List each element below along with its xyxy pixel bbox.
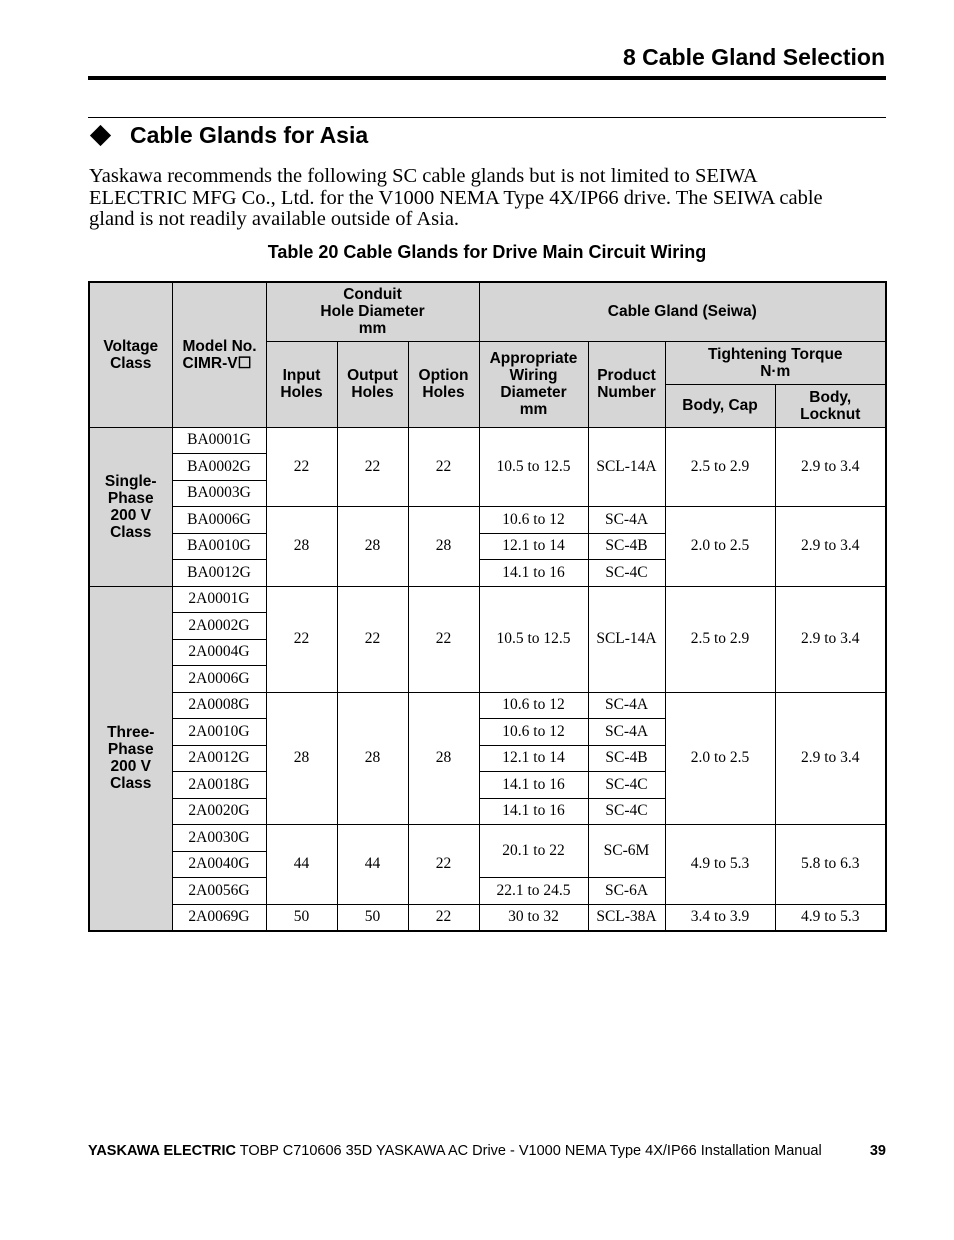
footer-brand: YASKAWA ELECTRIC <box>88 1143 236 1159</box>
page-number: 39 <box>869 1143 886 1159</box>
body-locknut-cell: 2.9 to 3.4 <box>775 507 886 587</box>
model-cell: BA0001G <box>172 427 266 454</box>
cable-gland-table <box>88 281 887 932</box>
model-cell: 2A0008G <box>172 692 266 719</box>
subsection-heading-text: Cable Glands for Asia <box>130 122 369 148</box>
model-cell: 2A0012G <box>172 745 266 772</box>
input-holes-cell: 22 <box>266 586 337 692</box>
table-row <box>89 825 886 852</box>
input-holes-cell: 28 <box>266 692 337 825</box>
header-tightening-torque: Tightening Torque N·m <box>665 341 886 384</box>
page-footer <box>88 1143 886 1159</box>
class-single-phase: Single- Phase 200 V Class <box>89 427 172 586</box>
product-number-cell: SC-6M <box>588 825 665 878</box>
intro-line: gland is not readily available outside of Asia. <box>89 208 460 230</box>
diamond-bullet-icon <box>90 125 111 146</box>
header-rule <box>88 76 886 80</box>
wiring-diameter-cell: 10.6 to 12 <box>479 719 588 746</box>
table-row <box>89 427 886 454</box>
output-holes-cell: 44 <box>337 825 408 905</box>
wiring-diameter-cell: 10.6 to 12 <box>479 507 588 534</box>
header-product-number: Product Number <box>588 341 665 427</box>
header-cable-gland: Cable Gland (Seiwa) <box>479 282 886 341</box>
wiring-diameter-cell: 12.1 to 14 <box>479 745 588 772</box>
output-holes-cell: 22 <box>337 586 408 692</box>
model-cell: 2A0056G <box>172 878 266 905</box>
body-cap-cell: 2.5 to 2.9 <box>665 427 775 507</box>
product-number-cell: SC-4C <box>588 560 665 587</box>
output-holes-cell: 28 <box>337 507 408 587</box>
heading-rule <box>88 117 886 118</box>
product-number-cell: SCL-14A <box>588 586 665 692</box>
header-model-no: Model No. CIMR-V☐ <box>172 282 266 427</box>
body-cap-cell: 2.0 to 2.5 <box>665 692 775 825</box>
body-cap-cell: 2.0 to 2.5 <box>665 507 775 587</box>
product-number-cell: SC-4B <box>588 745 665 772</box>
option-holes-cell: 22 <box>408 825 479 905</box>
wiring-diameter-cell: 20.1 to 22 <box>479 825 588 878</box>
option-holes-cell: 22 <box>408 904 479 931</box>
table-row <box>89 904 886 931</box>
intro-line: ELECTRIC MFG Co., Ltd. for the V1000 NEMA Type 4X/IP66 drive. The SEIWA cable <box>89 186 823 209</box>
output-holes-cell: 50 <box>337 904 408 931</box>
output-holes-cell: 28 <box>337 692 408 825</box>
input-holes-cell: 50 <box>266 904 337 931</box>
subsection-heading <box>90 122 368 149</box>
option-holes-cell: 22 <box>408 586 479 692</box>
section-title: 8 Cable Gland Selection <box>622 44 885 70</box>
model-cell: 2A0001G <box>172 586 266 613</box>
wiring-diameter-cell: 10.5 to 12.5 <box>479 586 588 692</box>
product-number-cell: SC-4B <box>588 533 665 560</box>
option-holes-cell: 28 <box>408 507 479 587</box>
wiring-diameter-cell: 30 to 32 <box>479 904 588 931</box>
input-holes-cell: 22 <box>266 427 337 507</box>
model-cell: BA0002G <box>172 454 266 481</box>
model-cell: 2A0010G <box>172 719 266 746</box>
model-cell: 2A0040G <box>172 851 266 878</box>
wiring-diameter-cell: 14.1 to 16 <box>479 798 588 825</box>
body-cap-cell: 4.9 to 5.3 <box>665 825 775 905</box>
product-number-cell: SC-4C <box>588 798 665 825</box>
product-number-cell: SC-4C <box>588 772 665 799</box>
model-cell: BA0012G <box>172 560 266 587</box>
wiring-diameter-cell: 10.6 to 12 <box>479 692 588 719</box>
product-number-cell: SCL-14A <box>588 427 665 507</box>
header-option-holes: Option Holes <box>408 341 479 427</box>
model-cell: 2A0002G <box>172 613 266 640</box>
model-cell: 2A0006G <box>172 666 266 693</box>
wiring-diameter-cell: 14.1 to 16 <box>479 560 588 587</box>
model-cell: 2A0020G <box>172 798 266 825</box>
body-locknut-cell: 4.9 to 5.3 <box>775 904 886 931</box>
table-row <box>89 692 886 719</box>
header-voltage-class: Voltage Class <box>89 282 172 427</box>
product-number-cell: SC-4A <box>588 507 665 534</box>
table-row <box>89 507 886 534</box>
intro-paragraph <box>89 166 889 231</box>
body-locknut-cell: 2.9 to 3.4 <box>775 692 886 825</box>
header-conduit: Conduit Hole Diameter mm <box>266 282 479 341</box>
wiring-diameter-cell: 22.1 to 24.5 <box>479 878 588 905</box>
product-number-cell: SC-4A <box>588 692 665 719</box>
wiring-diameter-cell: 12.1 to 14 <box>479 533 588 560</box>
wiring-diameter-cell: 14.1 to 16 <box>479 772 588 799</box>
table-row <box>89 586 886 613</box>
product-number-cell: SC-4A <box>588 719 665 746</box>
option-holes-cell: 22 <box>408 427 479 507</box>
class-three-phase: Three- Phase 200 V Class <box>89 586 172 931</box>
intro-line: Yaskawa recommends the following SC cable glands but is not limited to SEIWA <box>89 165 758 187</box>
model-cell: BA0010G <box>172 533 266 560</box>
body-cap-cell: 2.5 to 2.9 <box>665 586 775 692</box>
model-cell: BA0003G <box>172 480 266 507</box>
input-holes-cell: 44 <box>266 825 337 905</box>
wiring-diameter-cell: 10.5 to 12.5 <box>479 427 588 507</box>
input-holes-cell: 28 <box>266 507 337 587</box>
table-caption: Table 20 Cable Glands for Drive Main Circuit Wiring <box>267 242 707 262</box>
header-body-locknut: Body, Locknut <box>775 384 886 427</box>
output-holes-cell: 22 <box>337 427 408 507</box>
header-body-cap: Body, Cap <box>665 384 775 427</box>
product-number-cell: SC-6A <box>588 878 665 905</box>
model-cell: 2A0004G <box>172 639 266 666</box>
body-locknut-cell: 5.8 to 6.3 <box>775 825 886 905</box>
header-output-holes: Output Holes <box>337 341 408 427</box>
footer-document: TOBP C710606 35D YASKAWA AC Drive - V1000 NEMA Type 4X/IP66 Installation Manual <box>235 1143 822 1159</box>
header-wiring-diameter: Appropriate Wiring Diameter mm <box>479 341 588 427</box>
product-number-cell: SCL-38A <box>588 904 665 931</box>
model-cell: 2A0018G <box>172 772 266 799</box>
option-holes-cell: 28 <box>408 692 479 825</box>
header-input-holes: Input Holes <box>266 341 337 427</box>
body-locknut-cell: 2.9 to 3.4 <box>775 427 886 507</box>
body-cap-cell: 3.4 to 3.9 <box>665 904 775 931</box>
body-locknut-cell: 2.9 to 3.4 <box>775 586 886 692</box>
model-cell: BA0006G <box>172 507 266 534</box>
model-cell: 2A0069G <box>172 904 266 931</box>
model-cell: 2A0030G <box>172 825 266 852</box>
